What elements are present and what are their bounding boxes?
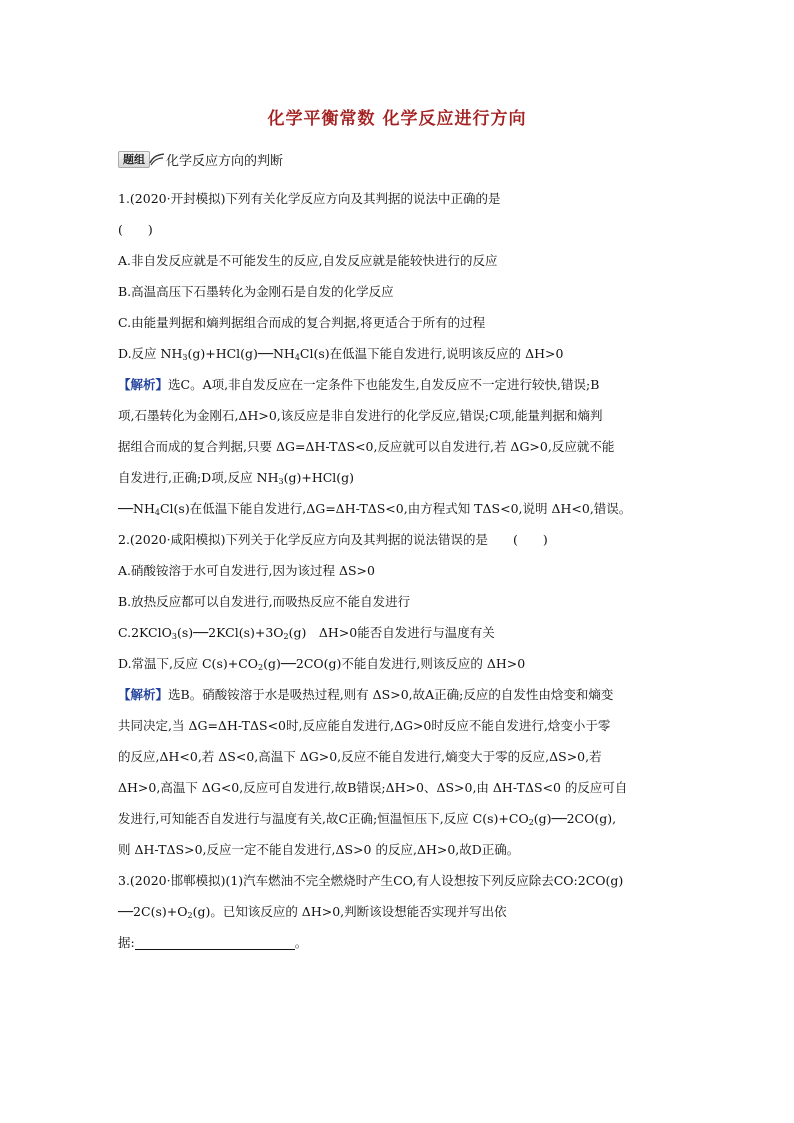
option-b: B.高温高压下石墨转化为金刚石是自发的化学反应	[118, 284, 394, 299]
analysis-line: 项,石墨转化为金刚石,ΔH>0,该反应是非自发进行的化学反应,错误;C项,能量判据和熵判	[118, 408, 603, 423]
option-c: $C.2KClO_3(s)──2KCl(s)+3O_2(g)$ ΔH>0能否自发进行与温度有关	[118, 625, 495, 641]
analysis-line: 【解析】选C。A项,非自发反应在一定条件下也能发生,自发反应不一定进行较快,错误;B	[118, 377, 600, 392]
analysis-line: 发进行,可知能否自发进行与温度有关,故C正确;恒温恒压下,反应 $C(s)+CO_2(g)──2CO(g)$,	[118, 811, 617, 827]
question-3-stem: 3.(2020·邯郸模拟)(1)汽车燃油不完全燃烧时产生CO,有人设想按下列反应除去CO:2CO(g)	[118, 873, 624, 888]
page-title: 化学平衡常数 化学反应进行方向	[267, 109, 527, 129]
group-badge: 题组	[118, 151, 150, 168]
analysis-line: 自发进行,正确;D项,反应 $NH_3(g)+HCl(g)$	[118, 470, 355, 486]
option-c: C.由能量判据和熵判据组合而成的复合判据,将更适合于所有的过程	[118, 315, 486, 330]
analysis-line: 共同决定,当 ΔG=ΔH-TΔS<0时,反应能自发进行,ΔG>0时反应不能自发进行,焓变小于零	[118, 718, 611, 733]
question-list	[118, 183, 680, 958]
swirl-icon	[149, 152, 165, 166]
answer-blank[interactable]	[135, 935, 295, 950]
option-a: A.非自发反应就是不可能发生的反应,自发反应就是能较快进行的反应	[118, 253, 498, 268]
question-1-stem: 1.(2020·开封模拟)下列有关化学反应方向及其判据的说法中正确的是	[118, 191, 501, 206]
option-a: A.硝酸铵溶于水可自发进行,因为该过程 ΔS>0	[118, 563, 375, 578]
question-3-line: 据: 。	[118, 935, 308, 950]
option-d: D.常温下,反应 $C(s)+CO_2(g)──2CO(g)$不能自发进行,则该反应的 ΔH>0	[118, 656, 526, 672]
section-header	[118, 148, 283, 170]
analysis-line: 【解析】选B。硝酸铵溶于水是吸热过程,则有 ΔS>0,故A正确;反应的自发性由焓变和熵变	[118, 687, 614, 702]
option-b: B.放热反应都可以自发进行,而吸热反应不能自发进行	[118, 594, 411, 609]
analysis-line: 据组合而成的复合判据,只要 ΔG=ΔH-TΔS<0,反应就可以自发进行,若 ΔG>0,反应就不能	[118, 439, 615, 454]
analysis-tag: 【解析】	[118, 687, 169, 702]
analysis-line: $──NH_4Cl(s)$在低温下能自发进行,ΔG=ΔH-TΔS<0,由方程式知 TΔS<0,说明 ΔH<0,错误。	[118, 501, 632, 517]
question-3-line: $──2C(s)+O_2(g)$。已知该反应的 ΔH>0,判断该设想能否实现并写出依	[118, 904, 507, 920]
analysis-line: 则 ΔH-TΔS>0,反应一定不能自发进行,ΔS>0 的反应,ΔH>0,故D正确。	[118, 842, 520, 857]
analysis-line: 的反应,ΔH<0,若 ΔS<0,高温下 ΔG>0,反应不能自发进行,熵变大于零的反应,ΔS>0,若	[118, 749, 602, 764]
analysis-tag: 【解析】	[118, 377, 169, 392]
group-label: 化学反应方向的判断	[166, 153, 284, 169]
question-2-stem: 2.(2020·咸阳模拟)下列关于化学反应方向及其判据的说法错误的是 ( )	[118, 532, 548, 547]
analysis-line: ΔH>0,高温下 ΔG<0,反应可自发进行,故B错误;ΔH>0、ΔS>0,由 ΔH-TΔS<0 的反应可自	[118, 780, 628, 795]
answer-bracket: ( )	[118, 222, 153, 237]
option-d: D.反应 $NH_3(g)+HCl(g)──NH_4Cl(s)$在低温下能自发进行,说明该反应的 ΔH>0	[118, 346, 564, 362]
